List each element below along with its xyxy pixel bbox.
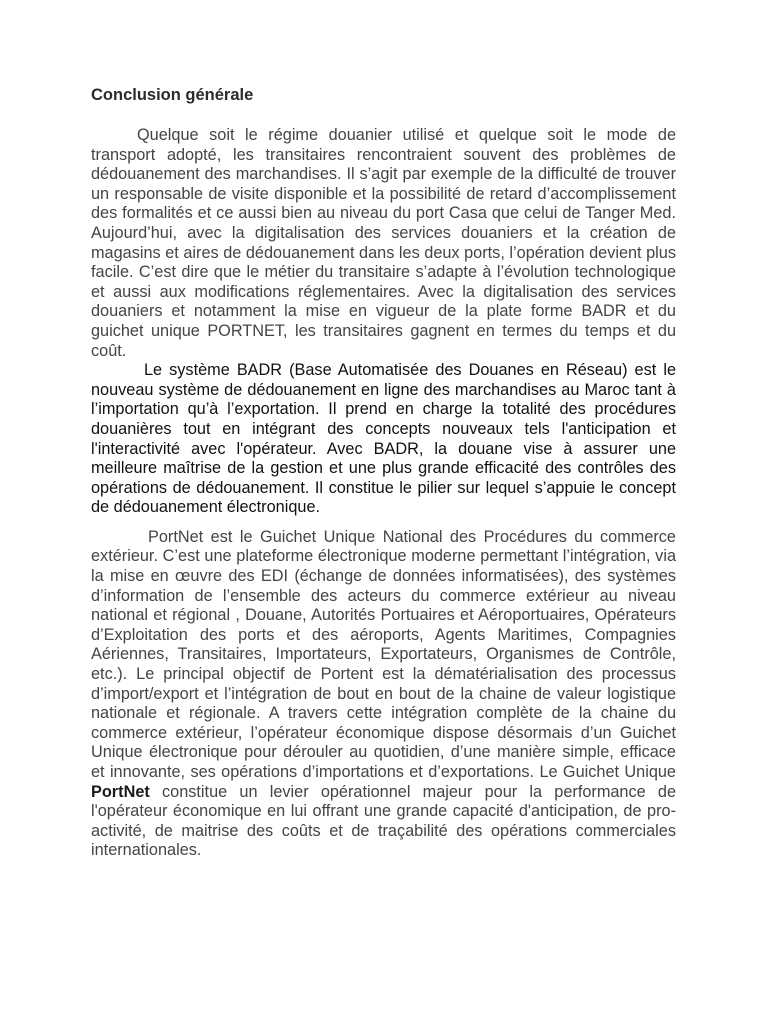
portnet-bold-term: PortNet [91,782,150,801]
paragraph-transitaires: Quelque soit le régime douanier utilisé et quelque soit le mode de transport adopté, les transitaires rencontraient souvent des problèmes de dédouanement des marchandises. Il s’agit par exemple de la difficulté de trouver un responsable de visite disponible et la possibilité de retard d’accomplissement des formalités et ce aussi bien au niveau du port Casa que celui de Tanger Med. Aujourd’hui, avec la digitalisation des services douaniers et la création de magasins et aires de dédouanement dans les deux ports, l’opération devient plus facile. C’est dire que le métier du transitaire s’adapte à l’évolution technologique et aussi aux modifications réglementaires. Avec la digitalisation des services douaniers et notamment la mise en vigueur de la plate forme BADR et du guichet unique PORTNET, les transitaires gagnent en termes du temps et du coût. [91,126,676,360]
paragraph-badr: Le système BADR (Base Automatisée des Douanes en Réseau) est le nouveau système de dédouanement en ligne des marchandises au Maroc tant à l’importation qu’à l’exportation. Il prend en charge la totalité des procédures douanières tout en intégrant des concepts nouveaux tels l'anticipation et l'interactivité avec l'opérateur. Avec BADR, la douane vise à assurer une meilleure maîtrise de la gestion et une plus grande efficacité des contrôles des opérations de dédouanement. Il constitue le pilier sur lequel s’appuie le concept de dédouanement électronique. [91,361,676,517]
document-page [91,84,676,861]
paragraph-portnet-part2: constitue un levier opérationnel majeur pour la performance de l'opérateur économique en lui offrant une grande capacité d'anticipation, de pro-activité, de maitrise des coûts et de traçabilité des opérations commerciales internationales. [91,782,676,860]
page-title: Conclusion générale [91,86,254,104]
paragraph-portnet-part1: PortNet est le Guichet Unique National des Procédures du commerce extérieur. C’est une plateforme électronique moderne permettant l’intégration, via la mise en œuvre des EDI (échange de données informatisées), des systèmes d’information de l’ensemble des acteurs du commerce extérieur au niveau national et régional , Douane, Autorités Portuaires et Aéroportuaires, Opérateurs d’Exploitation des ports et des aéroports, Agents Maritimes, Compagnies Aériennes, Transitaires, Importateurs, Exportateurs, Organismes de Contrôle, etc.). Le principal objectif de Portent est la dématérialisation des processus d’import/export et l’intégration de bout en bout de la chaine de valeur logistique nationale et régionale. A travers cette intégration complète de la chaine du commerce extérieur, l’opérateur économique dispose désormais d’un Guichet Unique électronique pour dérouler au quotidien, d’une manière simple, efficace et innovante, ses opérations d’importations et d’exportations. Le Guichet Unique [91,527,676,781]
paragraph-portnet [91,528,676,861]
